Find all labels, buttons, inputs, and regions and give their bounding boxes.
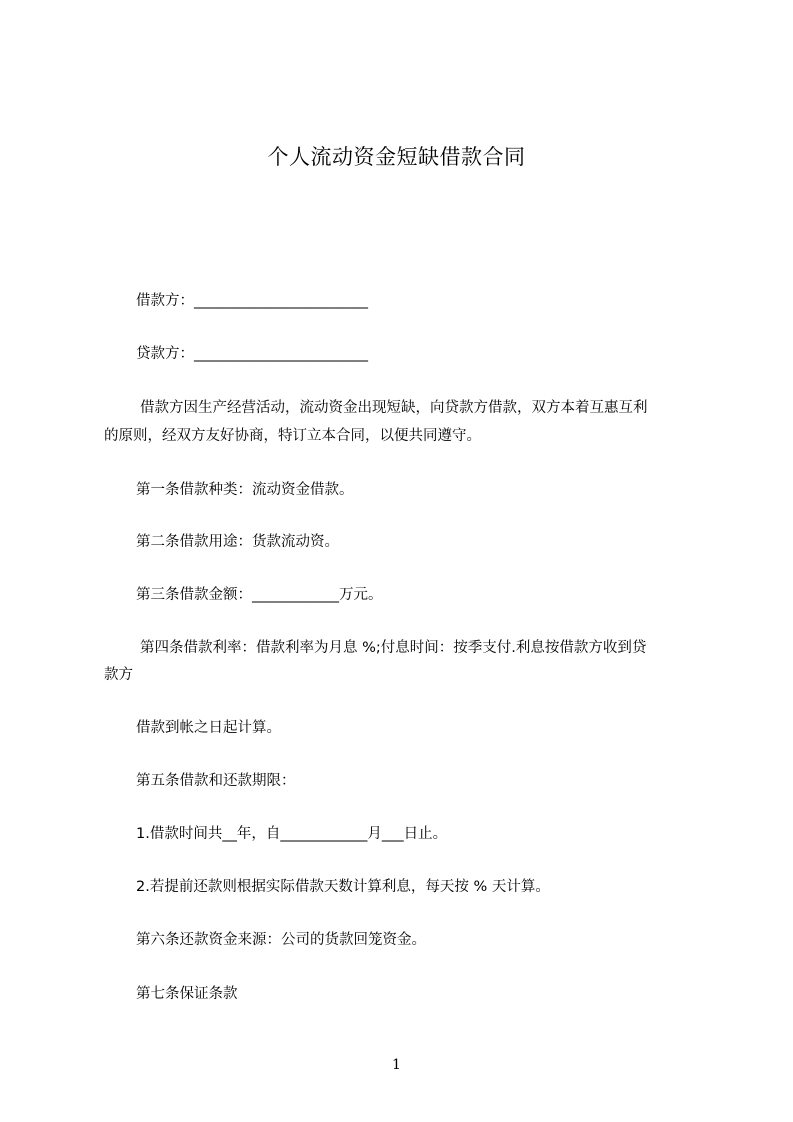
article-7: 第七条保证条款 [136,986,238,1002]
borrower-line: 借款方：________________________ [136,293,368,309]
article-1: 第一条借款种类：流动资金借款。 [136,482,354,498]
lender-line: 贷款方：________________________ [136,346,368,362]
article-6: 第六条还款资金来源：公司的货款回笼资金。 [136,932,426,948]
article-5: 第五条借款和还款期限： [136,773,296,789]
page-number: 1 [392,1057,401,1073]
preamble-line-1: 借款方因生产经营活动，流动资金出现短缺，向贷款方借款，双方本着互惠互利 [140,400,648,416]
article-5-item-2: 2.若提前还款则根据实际借款天数计算利息，每天按 % 天计算。 [136,879,550,895]
article-3: 第三条借款金额：____________万元。 [136,587,383,603]
article-4-line-3: 借款到帐之日起计算。 [136,720,281,736]
document-title: 个人流动资金短缺借款合同 [267,145,526,169]
article-5-item-1: 1.借款时间共__年，自____________月___日止。 [136,826,448,842]
preamble-line-2: 的原则，经双方友好协商，特订立本合同，以便共同遵守。 [104,428,481,444]
article-2: 第二条借款用途：货款流动资。 [136,534,339,550]
article-4-line-2: 款方 [104,667,133,683]
article-4-line-1: 第四条借款利率：借款利率为月息 %;付息时间：按季支付.利息按借款方收到贷 [140,640,647,656]
